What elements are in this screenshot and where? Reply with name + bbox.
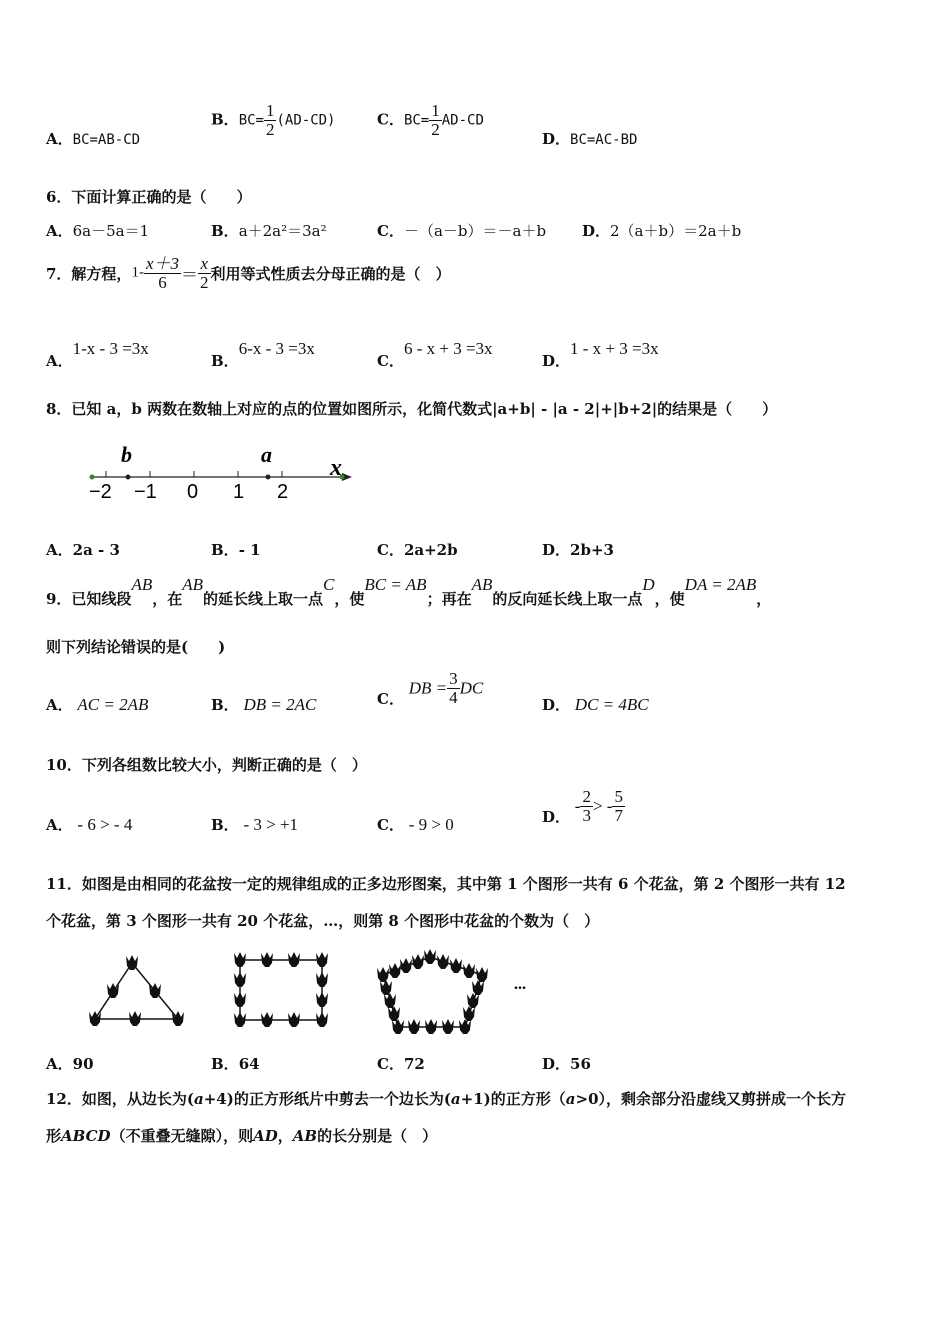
q8-option-b: B．- 1	[211, 541, 261, 559]
option-label: D．	[542, 130, 571, 148]
triangle-pattern	[89, 955, 184, 1026]
q7-stem: 7．解方程，1- $\frac{x+3}{6}$ ＝ $\frac{x}{2}$ 利用等式性质去分母正确的是（ ）	[46, 254, 451, 292]
q9-stem: 9．已知线段AB，在AB的延长线上取一点C，使BC = AB；再在AB的反向延长线上取一点D，使DA = 2AB，	[46, 575, 772, 608]
option-text: BC=	[403, 112, 430, 129]
q7-option-b: B．6-x - 3 =3x	[211, 339, 315, 370]
option-text: AD-CD	[441, 112, 484, 129]
q10-stem: 10．下列各组数比较大小，判断正确的是（ ）	[46, 756, 367, 774]
option-text: BC=AB-CD	[72, 132, 141, 148]
origin-left-dot	[90, 475, 95, 480]
q8-stem: 8．已知 a，b 两数在数轴上对应的点的位置如图所示，化简代数式|a+b| - |a - 2|+|b+2|的结果是（ ）	[46, 400, 778, 418]
q5-option-b	[211, 102, 336, 139]
tick-label: 2	[277, 481, 289, 503]
q11-option-a: A．90	[46, 1055, 94, 1073]
q10-option-b: B． - 3 > +1	[211, 815, 299, 834]
option-text: BC=AC-BD	[570, 132, 638, 148]
axis-label: x	[330, 455, 342, 481]
q9-option-a: A． AC = 2AB	[46, 695, 149, 714]
q6-option-a: A．6a－5a＝1	[46, 222, 150, 240]
q7-option-a: A．1-x - 3 =3x	[46, 339, 149, 370]
tick-label: −2	[89, 481, 112, 503]
point-b-label: b	[121, 442, 132, 467]
point-b-dot	[126, 475, 131, 480]
q6-option-b: B．a＋2a²＝3a²	[211, 222, 327, 240]
q10-option-c: C． - 9 > 0	[377, 815, 454, 834]
tick-label: 0	[187, 481, 199, 503]
fraction: $\frac{1}{2}$	[431, 101, 440, 139]
q9-option-d: D． DC = 4BC	[542, 695, 649, 714]
tick-label: 1	[233, 481, 245, 503]
fraction: $\frac{3}{4}$	[449, 669, 458, 707]
q9-option-c: C． DB = $\frac{3}{4}$ DC	[377, 669, 484, 709]
q11-option-d: D．56	[542, 1055, 591, 1073]
q6-option-d: D．2（a＋b）＝2a＋b	[582, 222, 742, 240]
equation: 1- $\frac{x+3}{6}$ ＝ $\frac{x}{2}$	[131, 254, 209, 292]
number-line	[80, 440, 360, 505]
square-pattern	[234, 952, 328, 1027]
pentagon-pattern	[377, 949, 488, 1034]
q9-stem-line2: 则下列结论错误的是( )	[46, 638, 226, 656]
fraction: $\frac{1}{2}$	[265, 101, 275, 139]
q7-option-c: C．6 - x + 3 =3x	[377, 339, 493, 370]
option-label: B．	[211, 110, 239, 129]
q5-option-d	[542, 128, 637, 149]
q8-option-a: A．2a - 3	[46, 541, 120, 559]
q11-option-c: C．72	[377, 1055, 425, 1073]
q6-stem: 6．下面计算正确的是（ ）	[46, 188, 252, 206]
q12-stem-line1: 12．如图，从边长为(a+4)的正方形纸片中剪去一个边长为(a+1)的正方形（a>0），剩余部分沿虚线又剪拼成一个长方	[46, 1090, 847, 1108]
point-a-label: a	[261, 442, 272, 467]
q5-option-c	[377, 102, 484, 139]
q8-option-d: D．2b+3	[542, 541, 614, 559]
q11-stem-line1: 11．如图是由相同的花盆按一定的规律组成的正多边形图案，其中第 1 个图形一共有 6 个花盆，第 2 个图形一共有 12	[46, 875, 846, 893]
q6-option-c: C．－（a－b）＝－a＋b	[377, 222, 547, 240]
option-text: (AD-CD)	[276, 112, 336, 129]
q12-stem-line2: 形ABCD（不重叠无缝隙），则AD，AB的长分别是（ ）	[46, 1127, 438, 1145]
option-label: C．	[377, 110, 404, 129]
option-text: BC=	[238, 112, 264, 129]
q11-option-b: B．64	[211, 1055, 260, 1073]
tick-label: −1	[134, 481, 157, 503]
flowerpot-patterns	[80, 945, 540, 1040]
q11-stem-line2: 个花盆，第 3 个图形一共有 20 个花盆，…，则第 8 个图形中花盆的个数为（ ）	[46, 912, 600, 930]
q10-option-a: A． - 6 > - 4	[46, 815, 133, 834]
q10-option-d: D． - $\frac{2}{3}$ > - $\frac{5}{7}$	[542, 787, 623, 827]
q8-option-c: C．2a+2b	[377, 541, 458, 559]
q7-option-d: D．1 - x + 3 =3x	[542, 339, 659, 370]
option-label: A．	[46, 130, 73, 148]
ellipsis: ...	[514, 976, 526, 993]
point-a-dot	[266, 475, 271, 480]
q9-option-b: B． DB = 2AC	[211, 695, 317, 714]
q5-option-a	[46, 128, 140, 149]
